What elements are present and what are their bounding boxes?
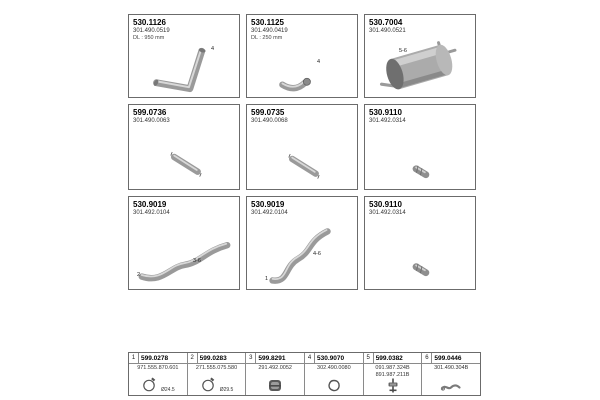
part-number: 599.0735 (251, 108, 285, 117)
accessory-index: 3 (246, 353, 256, 363)
small-pipe-image (129, 125, 239, 189)
accessory-header (305, 353, 363, 364)
accessory-header (129, 353, 187, 364)
clamp-icon (141, 376, 159, 393)
oe-number: 301.492.0104 (251, 210, 288, 216)
part-box (246, 196, 358, 290)
oe-number: 271.555.075.580 (195, 365, 238, 371)
part-number: 530.9110 (369, 200, 402, 209)
rubber-mount-icon (385, 378, 401, 393)
diameter-label: Ø29.5 (219, 387, 234, 393)
callout-marker: 3-6 (193, 258, 201, 264)
oe-number: 302.490.0080 (317, 365, 351, 371)
oe-number: 291.492.0052 (258, 365, 292, 371)
oe-number: 301.492.0314 (369, 210, 406, 216)
part-number: 599.0382 (375, 354, 403, 362)
oe-number: 301.492.0104 (133, 210, 170, 216)
part-number: 530.1126 (133, 18, 166, 27)
oe-number: 301.490.0519 (133, 28, 170, 34)
rear-muffler-image (365, 35, 475, 97)
ring-gasket-icon (326, 378, 342, 393)
accessory-cell (246, 353, 305, 395)
callout-marker: 4 (317, 59, 321, 65)
part-number: 530.9019 (251, 200, 285, 209)
oe-number: 091.987.324B (375, 365, 410, 371)
part-number: 599.8291 (258, 354, 286, 362)
part-number: 530.9019 (133, 200, 167, 209)
accessory-index: 2 (188, 353, 198, 363)
accessory-header (188, 353, 246, 364)
part-number: 530.9110 (369, 108, 402, 117)
gasket-icon (266, 378, 284, 393)
accessory-cell (188, 353, 247, 395)
oe-number: 301.490.0419 (251, 28, 288, 34)
callout-marker: 4 (211, 46, 215, 52)
part-number: 599.0283 (199, 354, 227, 362)
accessory-header (364, 353, 422, 364)
length-note: DL : 250 mm (251, 35, 283, 41)
part-number: 530.9070 (317, 354, 345, 362)
accessory-index: 6 (422, 353, 432, 363)
oe-number: 301.490.304B (434, 365, 469, 371)
part-number: 530.7004 (369, 18, 403, 27)
oe-number: 301.490.0521 (369, 28, 406, 34)
accessory-index: 4 (305, 353, 315, 363)
connector-sleeve-image (365, 125, 475, 189)
part-box (128, 14, 240, 98)
accessory-index: 1 (129, 353, 139, 363)
accessory-header (246, 353, 304, 364)
part-box (246, 14, 358, 98)
clamp-icon (200, 376, 218, 393)
accessory-cell (305, 353, 364, 395)
connector-sleeve-image (365, 217, 475, 289)
part-number: 530.1125 (251, 18, 284, 27)
accessory-cell (364, 353, 423, 395)
oe-number: 301.492.0314 (369, 118, 406, 124)
accessory-header (422, 353, 480, 364)
accessory-cell (129, 353, 188, 395)
callout-marker: 4-6 (313, 251, 321, 257)
callout-marker: 5-6 (399, 48, 407, 54)
part-number: 599.0278 (141, 354, 169, 362)
part-box (246, 104, 358, 190)
hanger-hook-icon (440, 379, 462, 393)
callout-marker: 1 (265, 276, 269, 282)
s-curve-pipe-image (247, 217, 357, 289)
s-curve-pipe-image (129, 217, 239, 289)
part-number: 599.0736 (133, 108, 167, 117)
accessory-cell (422, 353, 480, 395)
elbow-pipe-image (129, 41, 239, 97)
part-box (128, 196, 240, 290)
accessory-index: 5 (364, 353, 374, 363)
part-box (364, 104, 476, 190)
accessories-table (128, 352, 481, 396)
oe-number-2: 891.987.211B (375, 372, 410, 378)
oe-number: 301.490.0063 (133, 118, 170, 124)
small-pipe-image (247, 125, 357, 189)
part-box (128, 104, 240, 190)
short-bend-pipe-image (247, 41, 357, 97)
length-note: DL : 950 mm (133, 35, 165, 41)
callout-marker: 2 (137, 272, 141, 278)
part-box (364, 14, 476, 98)
diameter-label: Ø24.5 (161, 387, 175, 393)
part-box (364, 196, 476, 290)
oe-number: 971.555.870.601 (137, 365, 179, 371)
oe-number: 301.490.0068 (251, 118, 288, 124)
part-number: 599.0446 (434, 354, 462, 362)
